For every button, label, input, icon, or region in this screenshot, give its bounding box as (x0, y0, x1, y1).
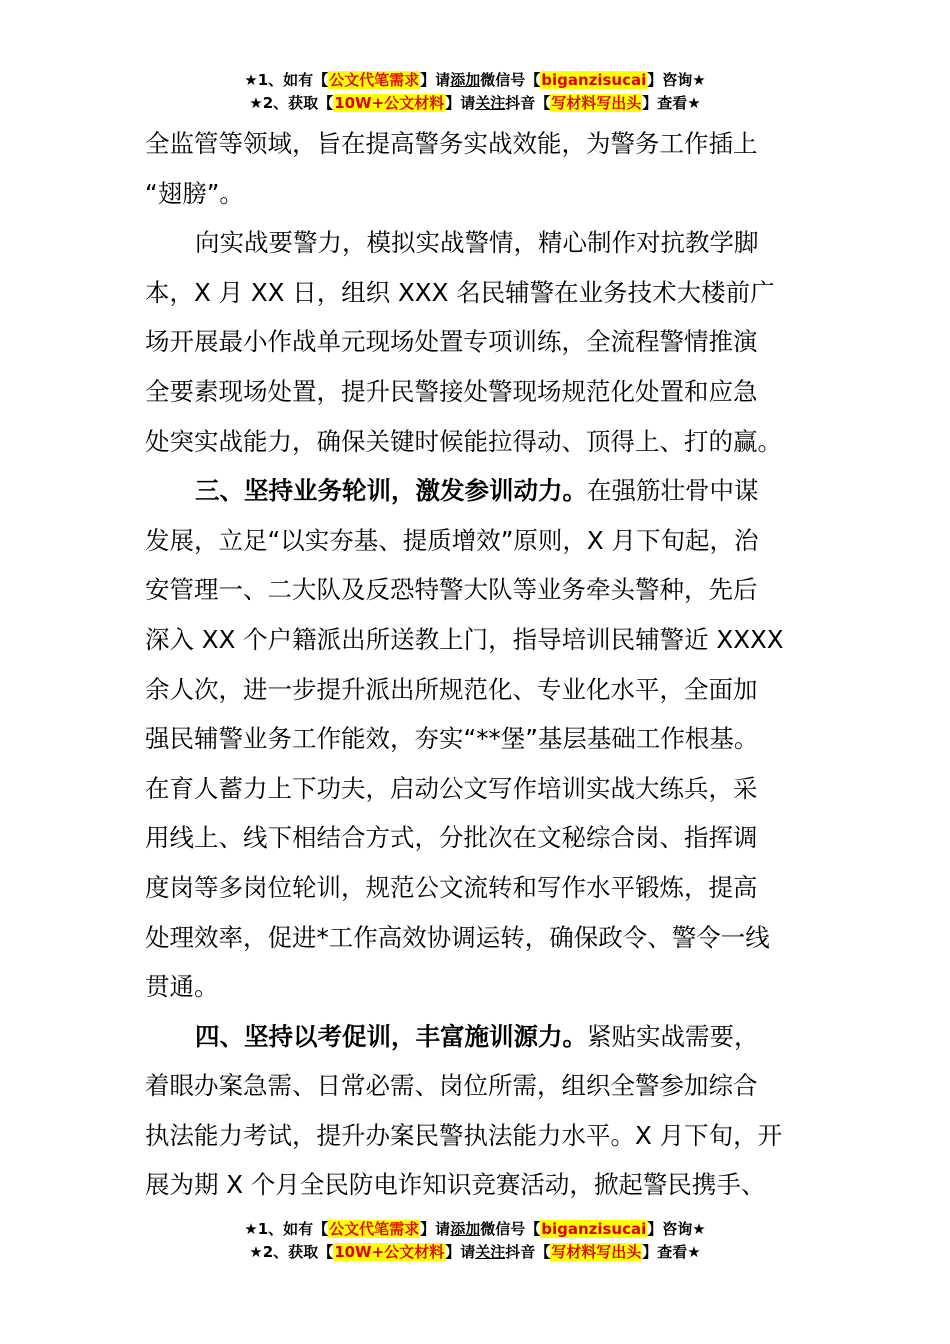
promo-underlined: 添加 (450, 71, 481, 89)
promo-text: 】请 (420, 71, 451, 89)
promo-text: ★1、如有【 (244, 71, 329, 89)
promo-banner-top (0, 69, 950, 115)
text-line: 着眼办案急需、日常必需、岗位所需，组织全警参加综合 (145, 1071, 758, 1101)
promo-underlined: 关注 (475, 1243, 506, 1261)
promo-text: 】请 (420, 1220, 451, 1238)
promo-text: 】咨询★ (647, 1220, 706, 1238)
text-line: 处突实战能力，确保关键时候能拉得动、顶得上、打的赢。 (145, 426, 782, 456)
promo-text: 微信号【 (480, 1220, 541, 1238)
text-line: 用线上、线下相结合方式，分批次在文秘综合岗、指挥调 (145, 823, 758, 853)
text-line: 展为期 X 个月全民防电诈知识竞赛活动，掀起警民携手、 (145, 1170, 766, 1200)
promo-line-1 (0, 1218, 950, 1241)
text-line: 度岗等多岗位轮训，规范公文流转和写作水平锻炼，提高 (145, 872, 758, 902)
promo-underlined: 添加 (450, 1220, 481, 1238)
body-text (145, 119, 810, 1210)
text-line: 在育人蓄力上下功夫，启动公文写作培训实战大练兵，采 (145, 773, 758, 803)
text-line: 执法能力考试，提升办案民警执法能力水平。X 月下旬，开 (145, 1120, 783, 1150)
text-line: 贯通。 (145, 972, 219, 1002)
section-heading-line (145, 1012, 810, 1062)
promo-highlight: biganzisucai (541, 1220, 647, 1238)
promo-text: 】查看★ (642, 94, 701, 112)
promo-highlight: biganzisucai (541, 71, 647, 89)
promo-highlight: 10W+公文材料 (334, 1243, 445, 1261)
promo-text: ★2、获取【 (249, 1243, 334, 1261)
promo-highlight: 10W+公文材料 (334, 94, 445, 112)
text-line: 余人次，进一步提升派出所规范化、专业化水平，全面加 (145, 674, 758, 704)
promo-text: 抖音【 (505, 1243, 551, 1261)
text-line-rest: 在强筋壮骨中谋 (587, 476, 759, 506)
promo-line-1 (0, 69, 950, 92)
text-line-rest: 紧贴实战需要， (587, 1021, 759, 1051)
section-heading: 四、坚持以考促训，丰富施训源力。 (195, 1021, 587, 1051)
section-heading-line (145, 466, 810, 516)
text-line: 向实战要警力，模拟实战警情，精心制作对抗教学脚 (195, 228, 759, 258)
promo-line-2 (0, 92, 950, 115)
promo-highlight: 公文代笔需求 (329, 71, 420, 89)
text-line: 强民辅警业务工作能效，夯实“**堡”基层基础工作根基。 (145, 724, 759, 754)
promo-text: 】请 (445, 94, 476, 112)
promo-line-2 (0, 1241, 950, 1264)
promo-highlight: 公文代笔需求 (329, 1220, 420, 1238)
text-line: 处理效率，促进*工作高效协调运转，确保政令、警令一线 (145, 922, 770, 952)
promo-text: ★2、获取【 (249, 94, 334, 112)
promo-banner-bottom (0, 1218, 950, 1264)
promo-text: 】咨询★ (647, 71, 706, 89)
text-line: “翅膀”。 (145, 178, 244, 208)
text-line: 场开展最小作战单元现场处置专项训练，全流程警情推演 (145, 327, 758, 357)
text-line: 本，X 月 XX 日，组织 XXX 名民辅警在业务技术大楼前广 (145, 277, 775, 307)
promo-highlight: 写材料写出头 (551, 1243, 642, 1261)
promo-text: 抖音【 (505, 94, 551, 112)
text-line: 全监管等领域，旨在提高警务实战效能，为警务工作插上 (145, 129, 758, 158)
promo-text: ★1、如有【 (244, 1220, 329, 1238)
promo-highlight: 写材料写出头 (551, 94, 642, 112)
text-line: 全要素现场处置，提升民警接处警现场规范化处置和应急 (145, 376, 758, 406)
promo-text: 】请 (445, 1243, 476, 1261)
text-line: 安管理一、二大队及反恐特警大队等业务牵头警种，先后 (145, 575, 758, 605)
promo-text: 】查看★ (642, 1243, 701, 1261)
text-line: 发展，立足“以实夯基、提质增效”原则，X 月下旬起，治 (145, 525, 759, 555)
promo-underlined: 关注 (475, 94, 506, 112)
promo-text: 微信号【 (480, 71, 541, 89)
section-heading: 三、坚持业务轮训，激发参训动力。 (195, 476, 587, 506)
text-line: 深入 XX 个户籍派出所送教上门，指导培训民辅警近 XXXX (145, 624, 784, 654)
